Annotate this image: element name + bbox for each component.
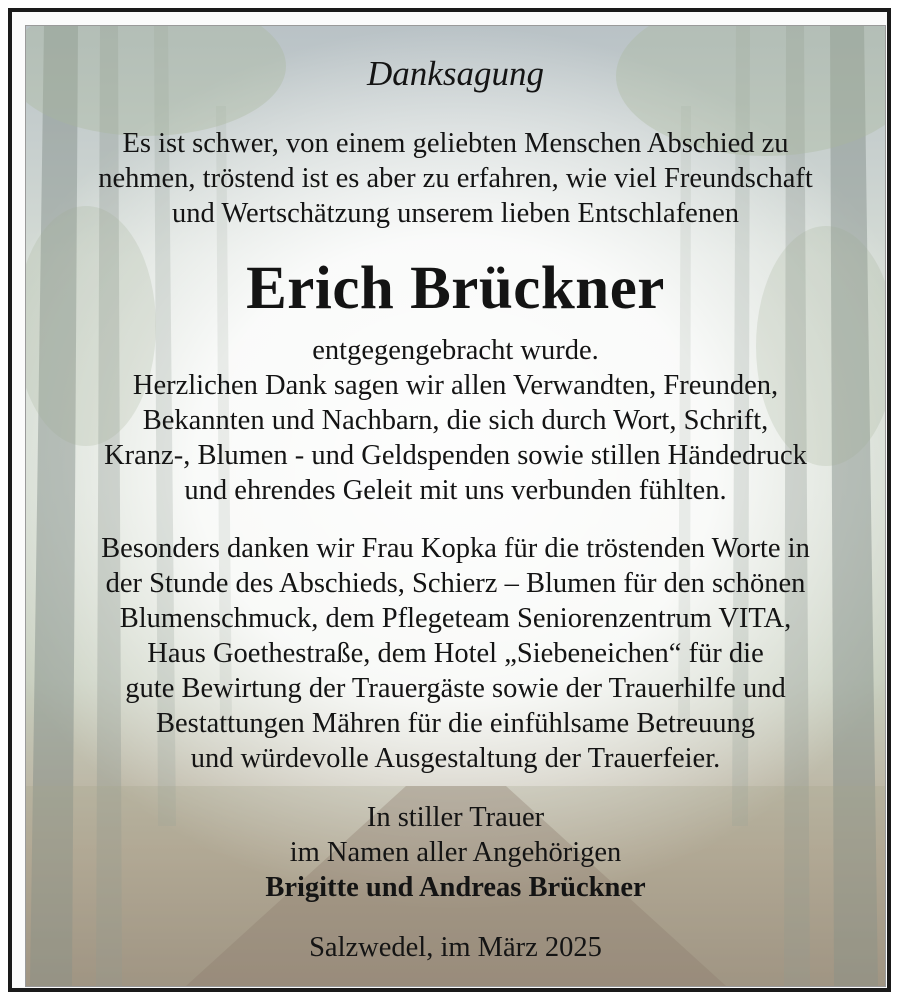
- special-thanks-line: gute Bewirtung der Trauergäste sowie der Trauerhilfe und: [125, 673, 786, 704]
- notice-title: Danksagung: [367, 54, 544, 93]
- special-thanks-line: Besonders danken wir Frau Kopka für die tröstenden Worte in: [101, 533, 810, 564]
- intro-line: und Wertschätzung unserem lieben Entschlafenen: [172, 198, 739, 229]
- thanks-line: Kranz-, Blumen - und Geldspenden sowie stillen Händedruck: [104, 440, 807, 471]
- special-thanks-line: Bestattungen Mähren für die einfühlsame Betreuung: [155, 708, 756, 739]
- intro-line: nehmen, tröstend ist es aber zu erfahren, wie viel Freundschaft: [98, 163, 813, 194]
- thanks-line: Bekannten und Nachbarn, die sich durch Wort, Schrift,: [142, 405, 769, 436]
- notice-panel: [25, 25, 886, 987]
- signatories: Brigitte und Andreas Brückner: [265, 872, 646, 903]
- closing-line: In stiller Trauer: [366, 802, 545, 833]
- thanks-line: Herzlichen Dank sagen wir allen Verwandten, Freunden,: [132, 370, 779, 401]
- intro-line: Es ist schwer, von einem geliebten Menschen Abschied zu: [122, 128, 789, 159]
- special-thanks-line: und würdevolle Ausgestaltung der Trauerfeier.: [190, 743, 721, 774]
- notice-content: [26, 26, 885, 986]
- notice-frame: [8, 8, 891, 992]
- place-date: Salzwedel, im März 2025: [309, 932, 602, 963]
- special-thanks-line: Blumenschmuck, dem Pflegeteam Seniorenzentrum VITA,: [119, 603, 792, 634]
- deceased-name: Erich Brückner: [246, 255, 665, 322]
- closing-line: im Namen aller Angehörigen: [289, 837, 622, 868]
- special-thanks-line: Haus Goethestraße, dem Hotel „Siebeneichen“ für die: [147, 638, 764, 669]
- thanks-line: und ehrendes Geleit mit uns verbunden fühlten.: [184, 475, 727, 506]
- thanks-line: entgegengebracht wurde.: [312, 335, 599, 366]
- special-thanks-line: der Stunde des Abschieds, Schierz – Blumen für den schönen: [105, 568, 806, 599]
